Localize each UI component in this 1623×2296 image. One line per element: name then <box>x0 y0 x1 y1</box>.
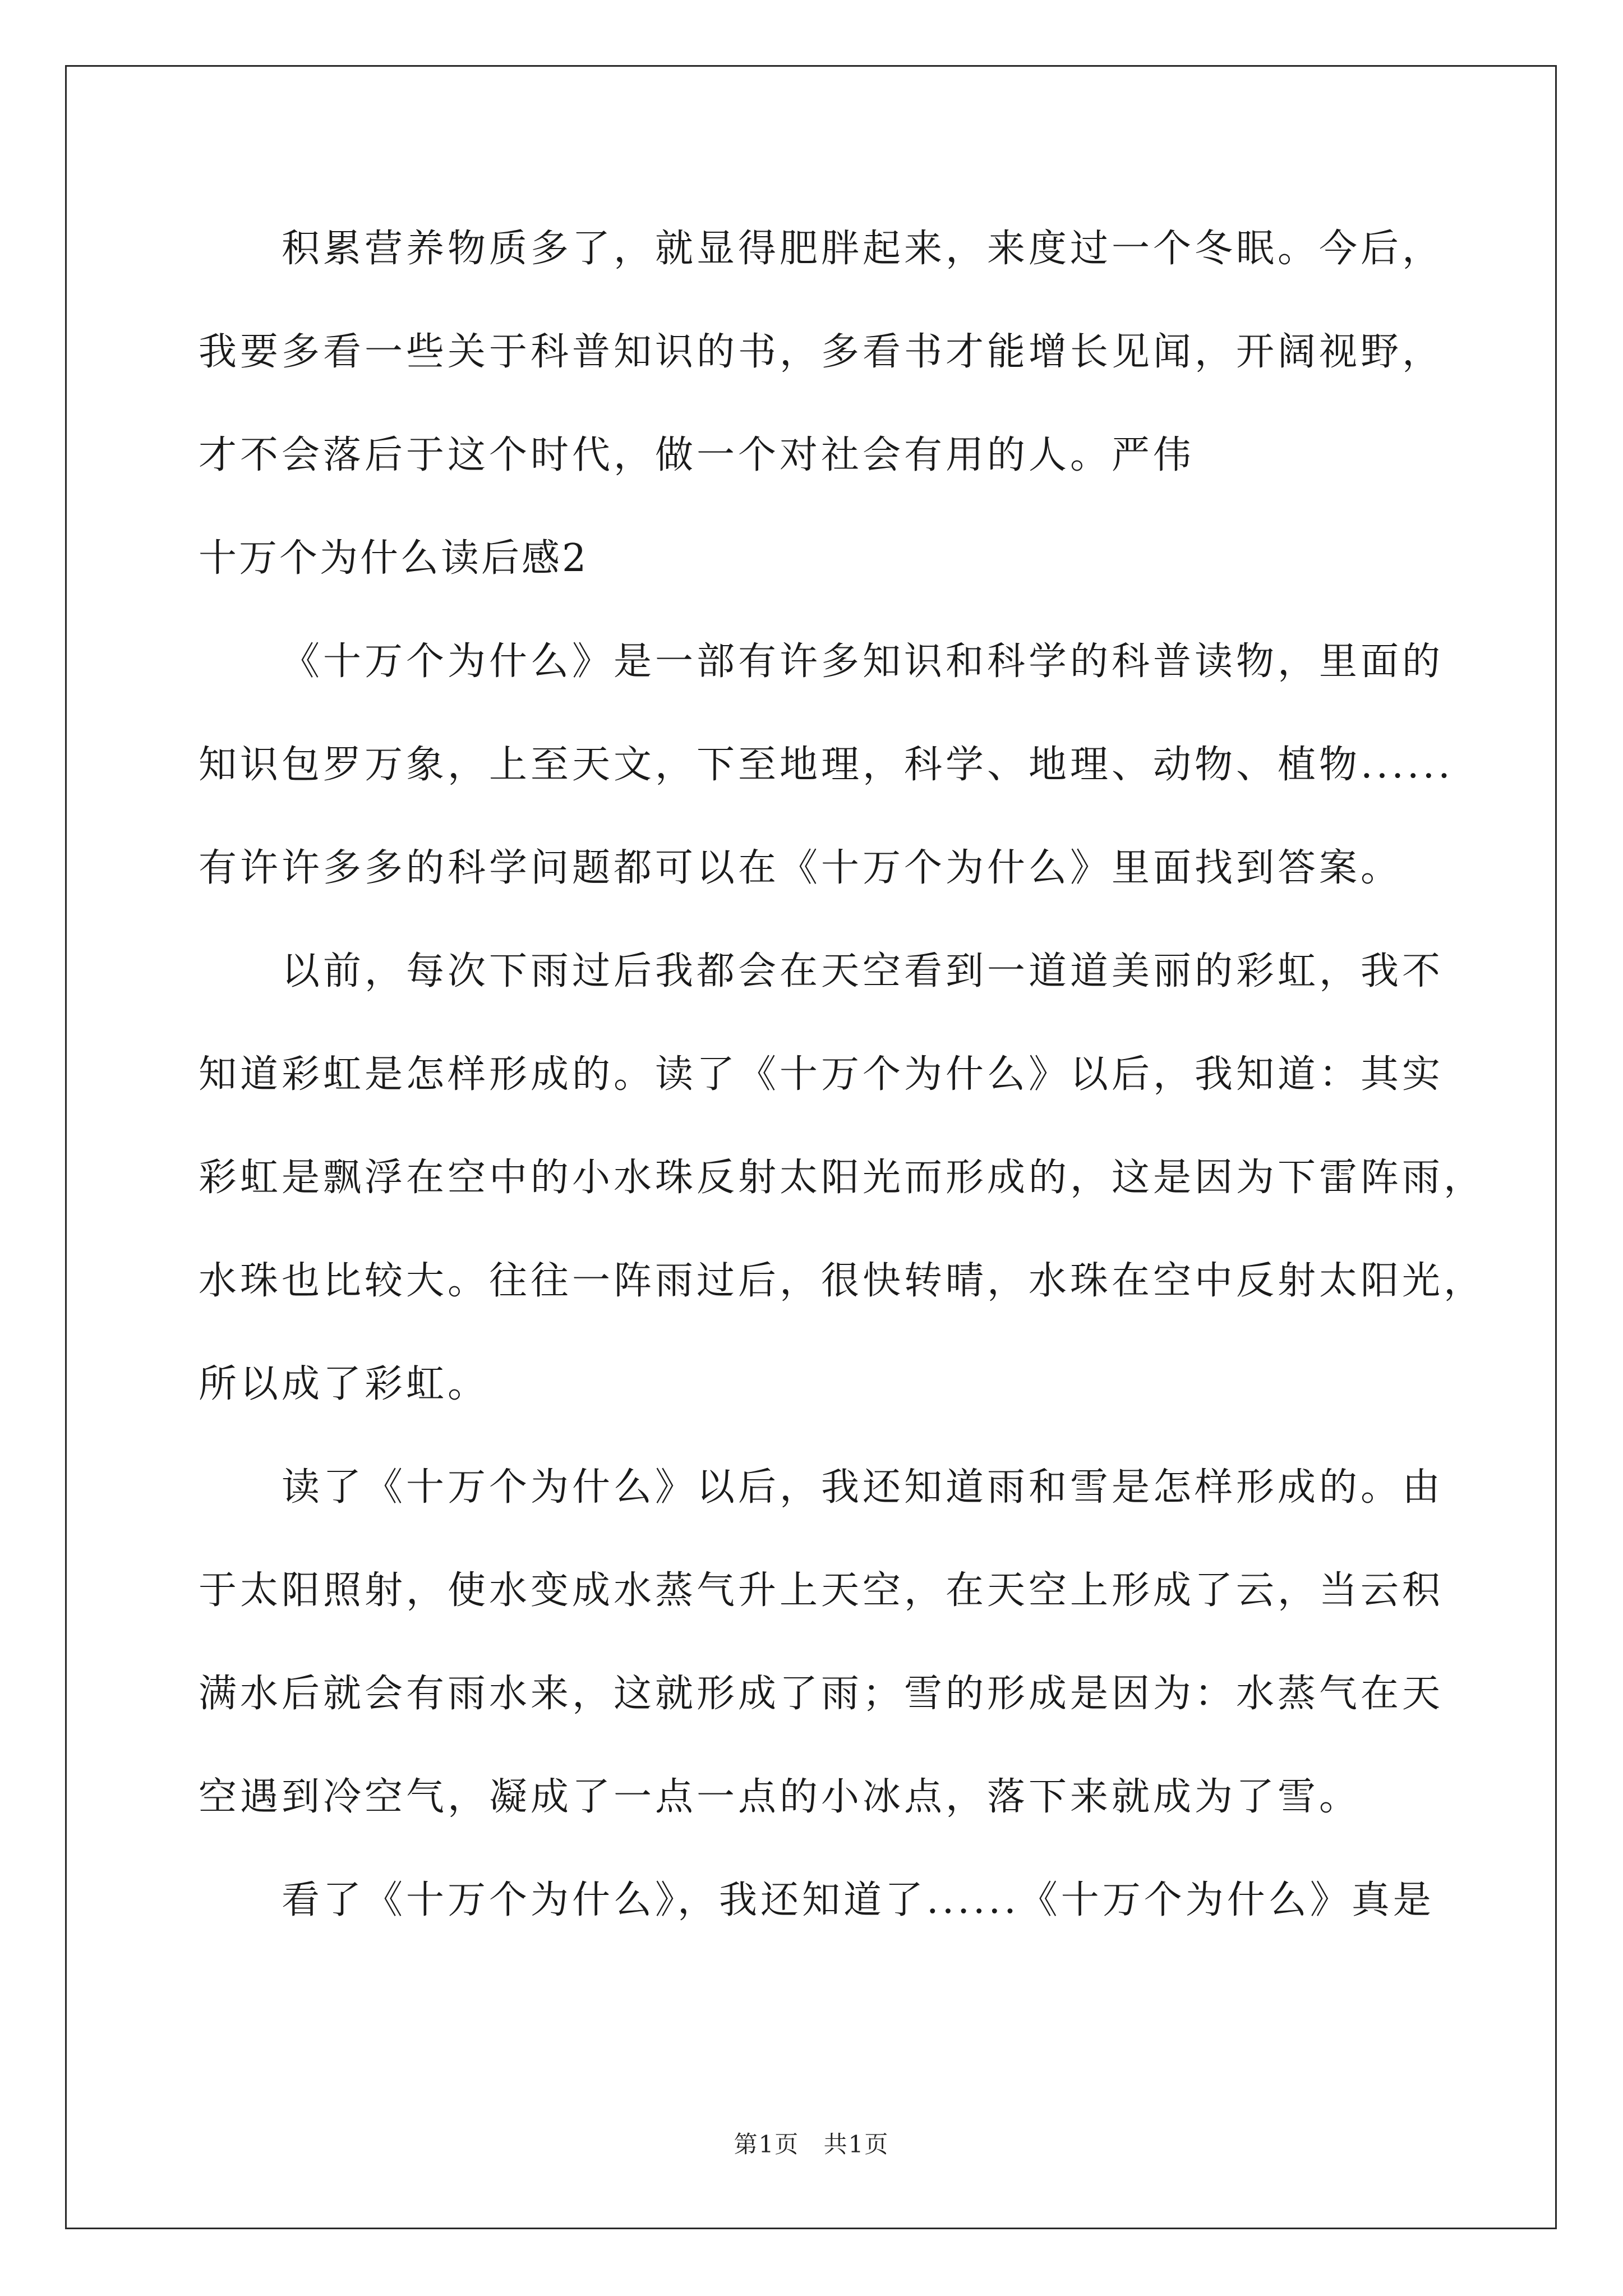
text-line: 看了《十万个为什么》，我还知道了......《十万个为什么》真是 <box>282 1878 1435 1922</box>
text-line: 知道彩虹是怎样形成的。读了《十万个为什么》以后，我知道：其实 <box>199 1052 1444 1097</box>
text-line: 《十万个为什么》是一部有许多知识和科学的科普读物，里面的 <box>282 639 1444 684</box>
text-line: 积累营养物质多了，就显得肥胖起来，来度过一个冬眠。今后， <box>282 227 1444 271</box>
text-line: 于太阳照射，使水变成水蒸气升上天空，在天空上形成了云，当云积 <box>199 1568 1444 1613</box>
page-total: 共1页 <box>823 2131 889 2158</box>
text-line: 彩虹是飘浮在空中的小水珠反射太阳光而形成的，这是因为下雷阵雨， <box>199 1156 1486 1200</box>
text-line: 所以成了彩虹。 <box>199 1362 490 1406</box>
page-number: 第1页 <box>734 2131 800 2158</box>
text-line: 读了《十万个为什么》以后，我还知道雨和雪是怎样形成的。由 <box>282 1465 1444 1510</box>
text-line: 知识包罗万象，上至天文，下至地理，科学、地理、动物、植物...... <box>199 743 1454 787</box>
section-heading: 十万个为什么读后感2 <box>199 536 589 581</box>
text-line: 我要多看一些关于科普知识的书，多看书才能增长见闻，开阔视野， <box>199 330 1444 374</box>
text-line: 空遇到冷空气，凝成了一点一点的小冰点，落下来就成为了雪。 <box>199 1775 1361 1819</box>
text-line: 满水后就会有雨水来，这就形成了雨；雪的形成是因为：水蒸气在天 <box>199 1672 1444 1716</box>
text-line: 以前，每次下雨过后我都会在天空看到一道道美丽的彩虹，我不 <box>282 949 1444 993</box>
page-footer <box>0 2126 1623 2160</box>
document-body <box>199 197 1486 1952</box>
text-line: 才不会落后于这个时代，做一个对社会有用的人。严伟 <box>199 433 1195 477</box>
text-line: 水珠也比较大。往往一阵雨过后，很快转晴，水珠在空中反射太阳光， <box>199 1259 1486 1303</box>
text-line: 有许许多多的科学问题都可以在《十万个为什么》里面找到答案。 <box>199 846 1403 890</box>
